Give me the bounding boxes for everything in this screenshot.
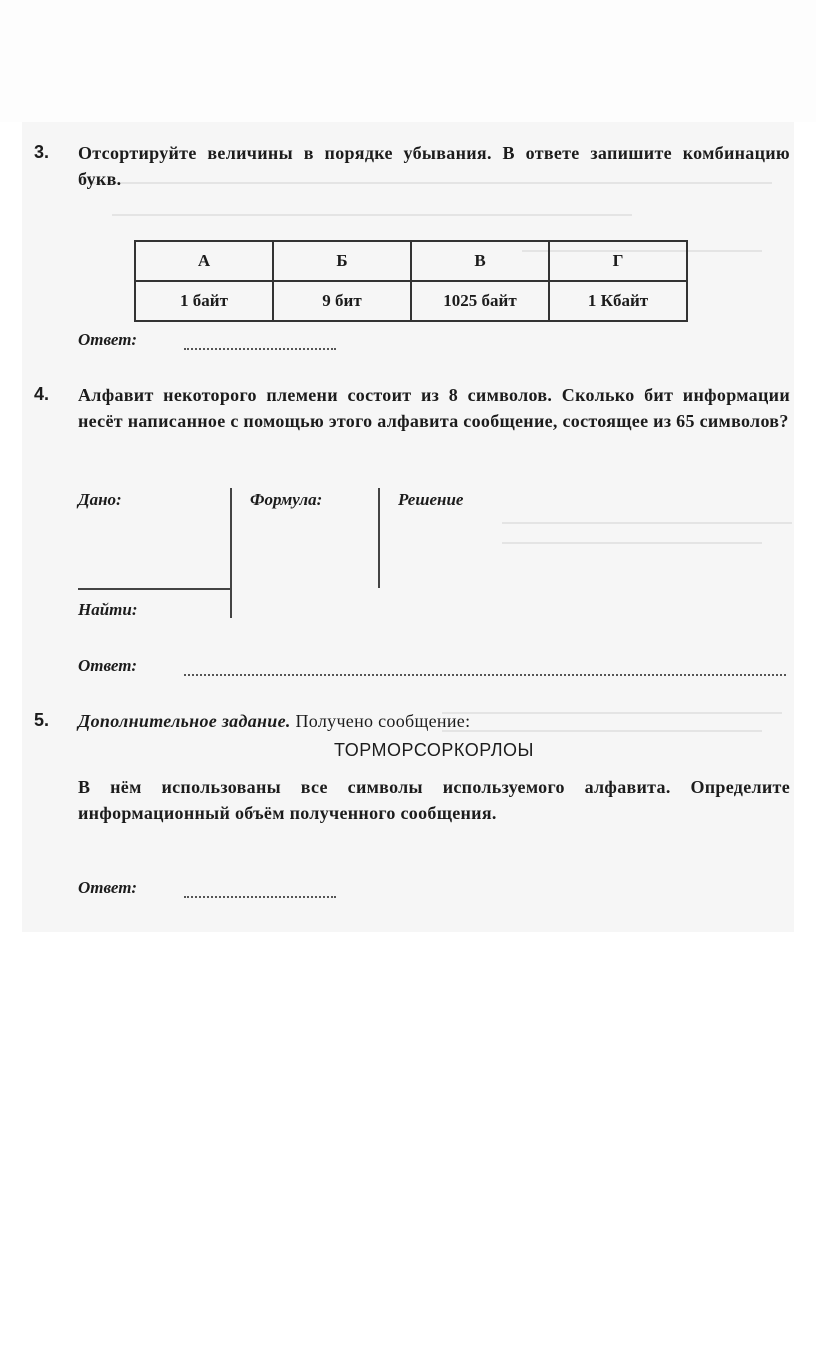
task-3 — [34, 142, 790, 362]
solution-label: Решение — [398, 490, 464, 509]
answer-line[interactable] — [184, 348, 336, 350]
given-divider — [78, 588, 232, 590]
table-header-cell: А — [135, 241, 273, 281]
task-text: Отсортируйте величины в порядке убывания. В ответе запишите комбинацию букв. — [78, 143, 790, 189]
column-divider — [378, 488, 380, 588]
intro-text: Получено сообщение: — [290, 711, 471, 731]
units-table — [134, 240, 688, 322]
task-5 — [34, 710, 790, 910]
answer-label: Ответ: — [78, 330, 138, 349]
answer-label: Ответ: — [78, 878, 138, 897]
task-text: Алфавит некоторого племени состоит из 8 символов. Сколько бит информации несёт написанное с помощью этого алфавита сообщение, состоящее из 65 символов? — [78, 385, 790, 431]
given-label: Дано: — [78, 490, 122, 509]
task-text: В нём использованы все символы используемого алфавита. Определите информационный объём полученного сообщения. — [78, 777, 790, 823]
answer-line[interactable] — [184, 896, 336, 898]
task-4 — [34, 384, 790, 684]
table-cell: 1 Кбайт — [549, 281, 687, 321]
formula-label: Формула: — [250, 490, 323, 509]
table-cell: 1 байт — [135, 281, 273, 321]
answer-line[interactable] — [184, 674, 786, 676]
table-cell: 9 бит — [273, 281, 411, 321]
table-header-cell: В — [411, 241, 549, 281]
task-number: 5. — [34, 710, 50, 730]
task-number: 3. — [34, 142, 50, 162]
find-label: Найти: — [78, 600, 138, 619]
extra-task-label: Дополнительное задание. — [78, 711, 291, 731]
task-number: 4. — [34, 384, 50, 404]
answer-label: Ответ: — [78, 656, 138, 675]
table-header-row — [135, 241, 687, 281]
task-intro — [78, 708, 790, 734]
table-cell: 1025 байт — [411, 281, 549, 321]
page-top-margin — [0, 0, 816, 122]
column-divider — [230, 488, 232, 618]
received-message: ТОРМОРСОРКОРЛОЫ — [334, 740, 534, 760]
table-row — [135, 281, 687, 321]
table-header-cell: Г — [549, 241, 687, 281]
table-header-cell: Б — [273, 241, 411, 281]
